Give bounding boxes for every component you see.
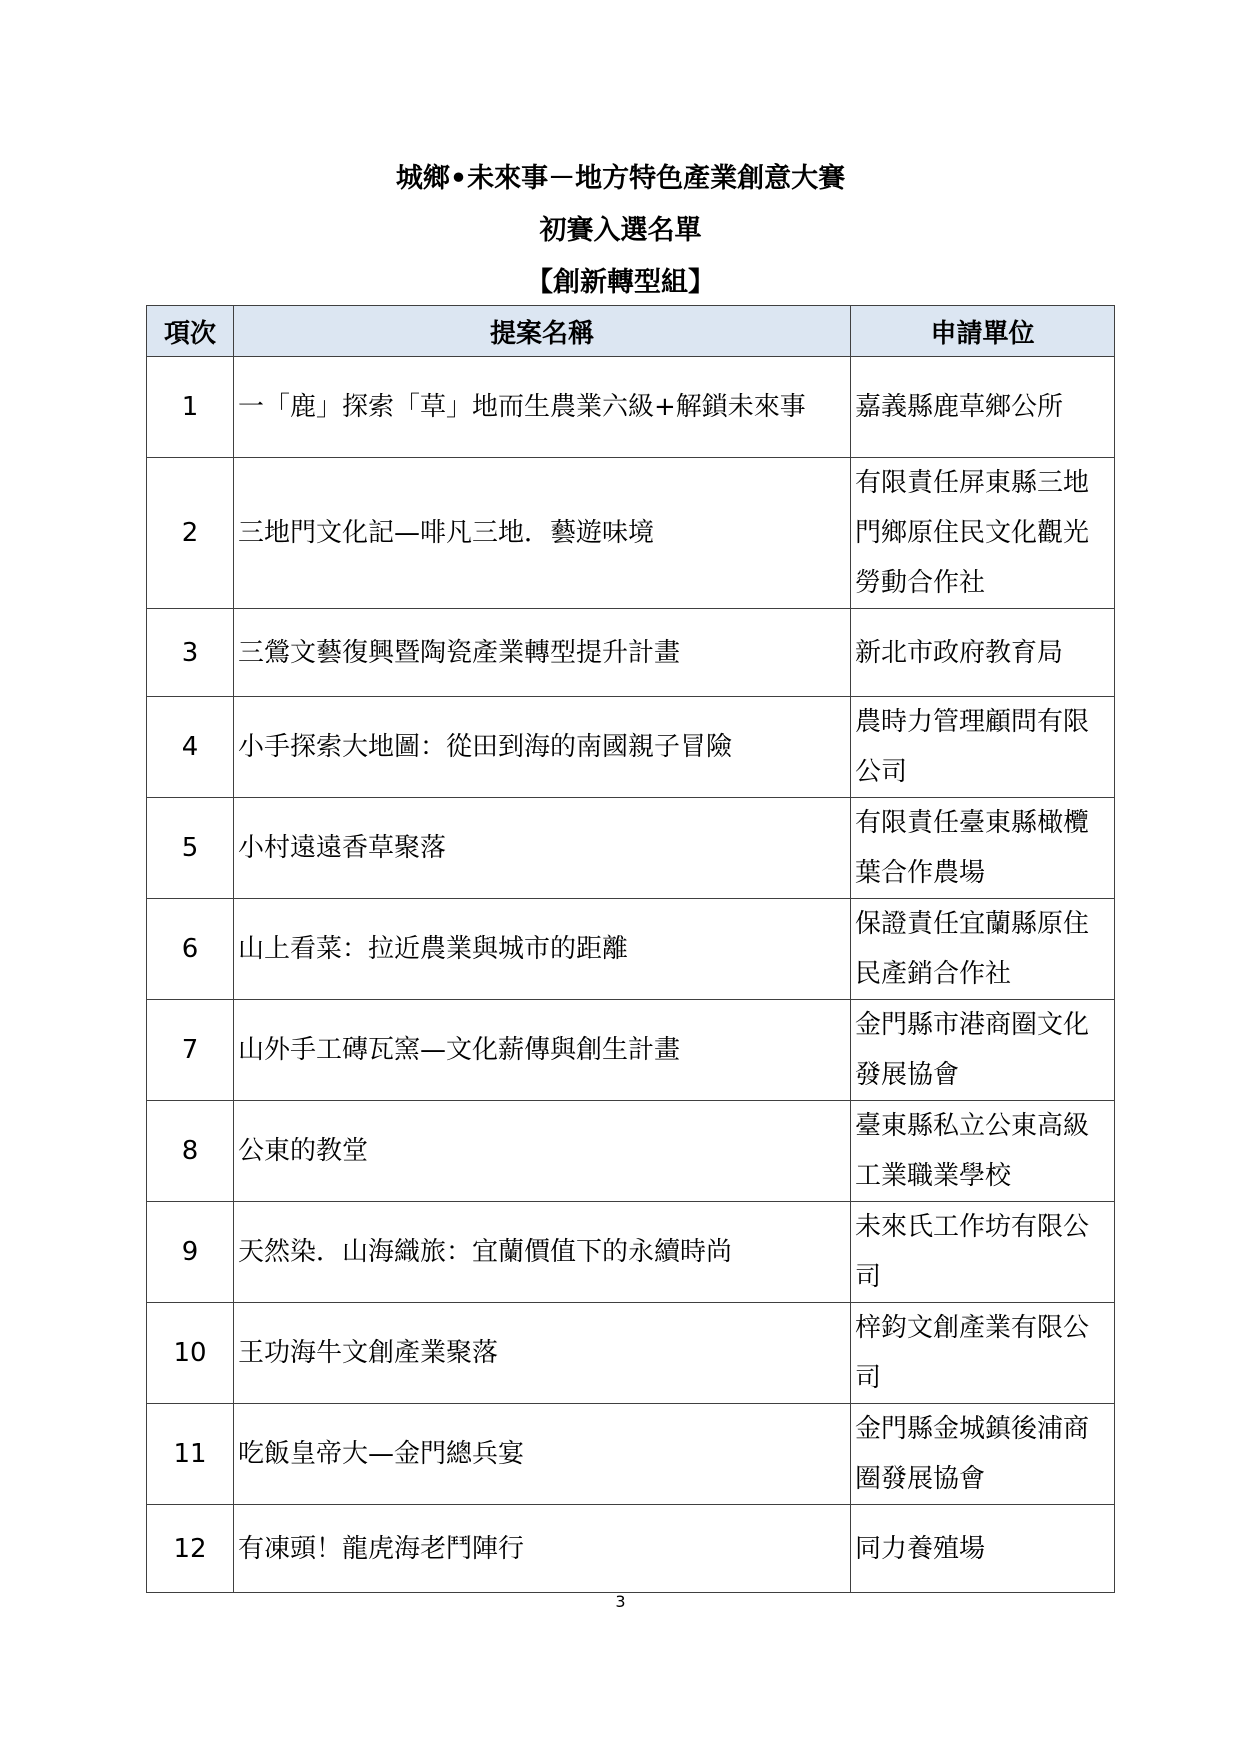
document-subtitle: 初賽入選名單 xyxy=(539,215,702,246)
applicant-unit: 梓鈞文創產業有限公司 xyxy=(851,1303,1115,1404)
table-row xyxy=(147,1303,1115,1404)
applicant-unit: 未來氏工作坊有限公司 xyxy=(851,1202,1115,1303)
proposal-name: 三地門文化記—啡凡三地．藝遊味境 xyxy=(234,458,851,609)
table-row xyxy=(147,1000,1115,1101)
applicant-unit: 金門縣市港商圈文化發展協會 xyxy=(851,1000,1115,1101)
row-number: 10 xyxy=(147,1303,234,1404)
table-row xyxy=(147,357,1115,458)
proposal-name: 山外手工磚瓦窯—文化薪傳與創生計畫 xyxy=(234,1000,851,1101)
row-number: 9 xyxy=(147,1202,234,1303)
row-number: 2 xyxy=(147,458,234,609)
proposal-name: 王功海牛文創產業聚落 xyxy=(234,1303,851,1404)
row-number: 12 xyxy=(147,1505,234,1593)
proposal-name: 天然染．山海織旅：宜蘭價值下的永續時尚 xyxy=(234,1202,851,1303)
row-number: 7 xyxy=(147,1000,234,1101)
proposal-name: 小手探索大地圖：從田到海的南國親子冒險 xyxy=(234,697,851,798)
table-row xyxy=(147,458,1115,609)
table-row xyxy=(147,1404,1115,1505)
proposal-name: 有凍頭！龍虎海老鬥陣行 xyxy=(234,1505,851,1593)
applicant-unit: 農時力管理顧問有限公司 xyxy=(851,697,1115,798)
applicant-unit: 臺東縣私立公東高級工業職業學校 xyxy=(851,1101,1115,1202)
applicant-unit: 有限責任臺東縣橄欖葉合作農場 xyxy=(851,798,1115,899)
applicant-unit: 嘉義縣鹿草鄉公所 xyxy=(851,357,1115,458)
table-row xyxy=(147,1505,1115,1593)
proposal-name: 一「鹿」探索「草」地而生農業六級+解鎖未來事 xyxy=(234,357,851,458)
proposal-name: 小村遠遠香草聚落 xyxy=(234,798,851,899)
column-header-proposal-name: 提案名稱 xyxy=(234,306,851,357)
shortlist-table xyxy=(146,305,1115,1593)
applicant-unit: 有限責任屏東縣三地門鄉原住民文化觀光勞動合作社 xyxy=(851,458,1115,609)
proposal-name: 山上看菜：拉近農業與城市的距離 xyxy=(234,899,851,1000)
document-title: 城鄉•未來事－地方特色產業創意大賽 xyxy=(395,163,846,194)
table-row xyxy=(147,1202,1115,1303)
table-row xyxy=(147,1101,1115,1202)
column-header-applicant: 申請單位 xyxy=(851,306,1115,357)
applicant-unit: 保證責任宜蘭縣原住民產銷合作社 xyxy=(851,899,1115,1000)
row-number: 5 xyxy=(147,798,234,899)
applicant-unit: 金門縣金城鎮後浦商圈發展協會 xyxy=(851,1404,1115,1505)
proposal-name: 三鶯文藝復興暨陶瓷產業轉型提升計畫 xyxy=(234,609,851,697)
table-row xyxy=(147,609,1115,697)
row-number: 1 xyxy=(147,357,234,458)
row-number: 4 xyxy=(147,697,234,798)
applicant-unit: 新北市政府教育局 xyxy=(851,609,1115,697)
proposal-name: 公東的教堂 xyxy=(234,1101,851,1202)
row-number: 11 xyxy=(147,1404,234,1505)
proposal-name: 吃飯皇帝大—金門總兵宴 xyxy=(234,1404,851,1505)
page-number: 3 xyxy=(615,1592,626,1611)
table-row xyxy=(147,899,1115,1000)
row-number: 6 xyxy=(147,899,234,1000)
table-header-row xyxy=(147,306,1115,357)
applicant-unit: 同力養殖場 xyxy=(851,1505,1115,1593)
row-number: 8 xyxy=(147,1101,234,1202)
group-heading: 【創新轉型組】 xyxy=(526,267,715,298)
row-number: 3 xyxy=(147,609,234,697)
table-row xyxy=(147,798,1115,899)
column-header-number: 項次 xyxy=(147,306,234,357)
table-row xyxy=(147,697,1115,798)
